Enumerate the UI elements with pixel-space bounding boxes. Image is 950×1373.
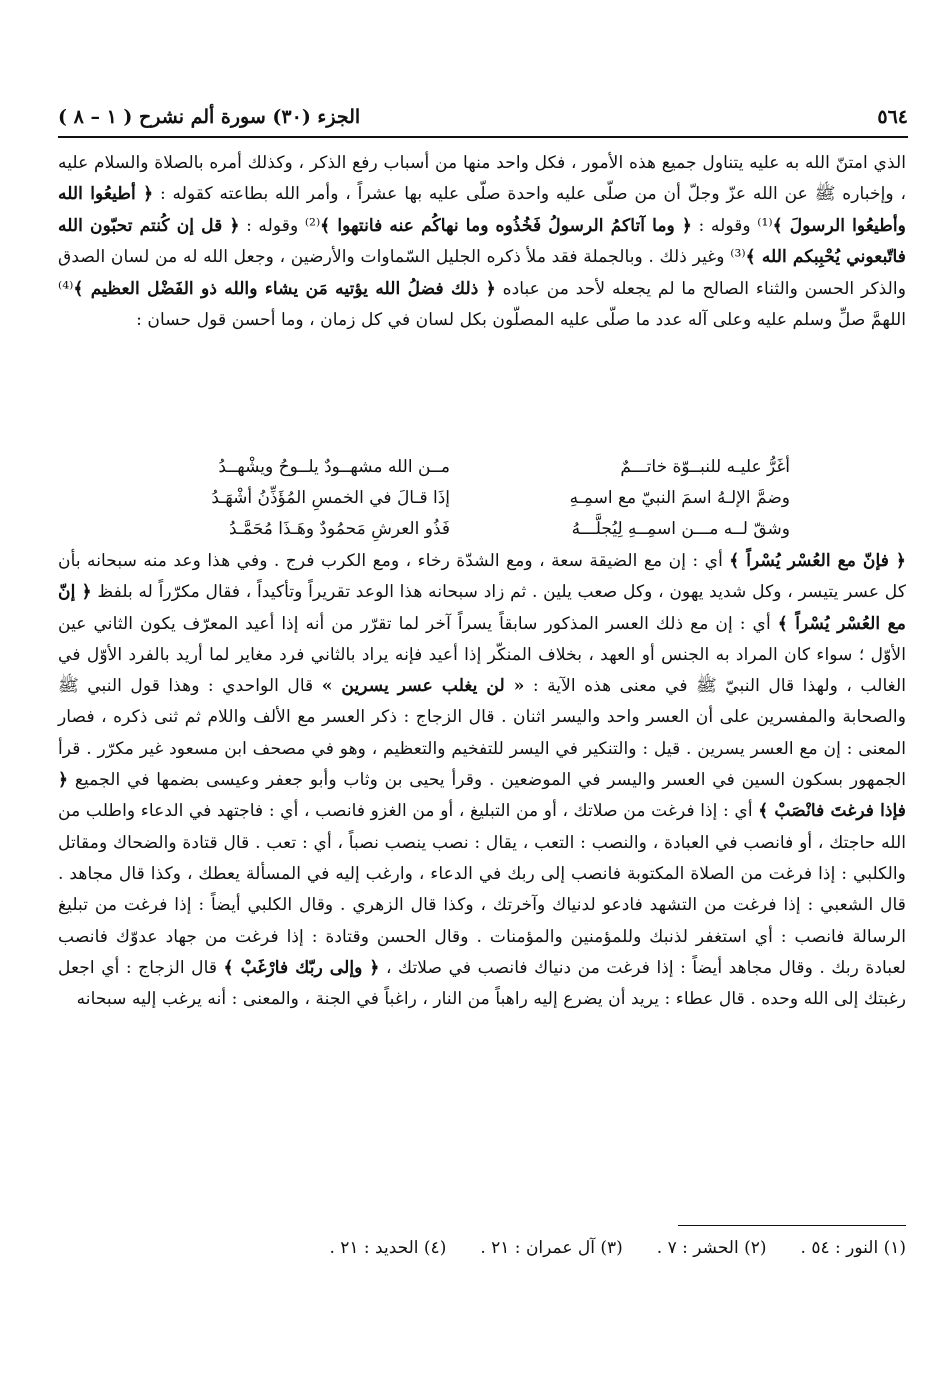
text-run: ⁽¹⁾ وقوله : [691,215,773,236]
quran-quote: ﴿ إنّ مع العُسْر يُسْراً ﴾ [58,582,907,634]
text-run: ⁽³⁾ وغير ذلك . وبالجملة فقد ملأ ذكره الجليل السّماوات والأرضين ، وجعل الله له من لسان الصدق والذكر الحسن والثناء الصالح ما لم يجعله لأحد من عباده [58,247,906,299]
main-text-bottom [58,546,906,1015]
quran-quote: ﴿ قل إن كُنتم تحبّون الله فاتّبعوني يُحْبِبكم الله ﴾ [58,215,906,268]
quran-quote: « لن يغلب عسر يسرين » [321,676,525,697]
footnote-item: (١) النور : ٥٤ . [800,1238,906,1258]
quran-quote: ﴿ وما آتاكمُ الرسولُ فَخُذُوه وما نهاكُم عنه فانتهوا ﴾ [320,215,692,236]
text-run: أي : إن مع ذلك العسر المذكور سابقاً يسراً آخر لما تقرّر من أنه إذا أعيد المعرّف يكون الثاني عين الأوّل ؛ سواء كان المراد به الجنس أو العهد ، بخلاف المنكّر إذا أعيد فإنه يراد بالثاني فرد مغاير لما أريد بالفرد الأوّل في الغالب ، ولهذا قال النبيّ ﷺ في معنى هذه الآية : [58,613,906,697]
poem-verse [150,452,790,483]
footnote-item: (٣) آل عمران : ٢١ . [480,1238,623,1258]
quran-quote: ﴿ فإذا فرغتَ فانْصَبْ ﴾ [58,770,906,822]
quran-quote: ﴿ وإلى ربّك فارْغَبْ ﴾ [223,957,380,978]
footnote-item: (٤) الحديد : ٢١ . [329,1238,447,1258]
poem-verse [150,483,790,514]
quran-quote: ﴿ ذلك فضلُ الله يؤتيه مَن يشاء والله ذو الفَضْل العظيم ﴾ [73,278,496,299]
running-title: الجزء (٣٠) سورة ألم نشرح ( ١ – ٨ ) [58,106,361,128]
poem-verse [150,514,790,545]
paragraph-1 [58,148,906,336]
text-run: ⁽²⁾ وقوله : [239,215,321,236]
poem-block [150,452,790,545]
verse-first-hemistich: أغَرُّ عليـه للنبــوّة خاتـــمٌ [620,457,790,477]
quran-quote: ﴿ أطيعُوا الله وأطيعُوا الرسولَ ﴾ [58,184,906,236]
text-run: الذي امتنّ الله به عليه يتناول جميع هذه الأمور ، فكل واحد منها من أسباب رفع الذكر ، وكذلك أمره بالصلاة والسلام عليه ، وإخباره ﷺ عن الله عزّ وجلّ أن من صلّى عليه واحدة صلّى عليه بها عشراً ، وأمر الله بطاعته كقوله : [58,153,906,205]
verse-second-hemistich: فَذُو العرشِ مَحمُودٌ وهَـذَا مُحَمَّـدُ [229,519,450,539]
footnote-item: (٢) الحشر : ٧ . [656,1238,767,1258]
page-number: ٥٦٤ [877,106,908,128]
verse-second-hemistich: إذَا قـالَ في الخمسِ المُؤَذِّنُ أشْهَـدُ [211,488,450,508]
footnote-divider [678,1225,906,1226]
text-run: ⁽⁴⁾ اللهمَّ صلِّ وسلم عليه وعلى آله عدد ما صلّى عليه المصلّون بكل لسان في كل زمان ، وما أحسن قول حسان : [58,278,906,331]
header-divider [58,136,908,138]
text-run: أي : إن مع الضيقة سعة ، ومع الشدّة رخاء ، ومع الكرب فرج . وفي هذا وعد منه سبحانه بأن كل عسر يتيسر ، وكل شديد يهون ، وكل صعب يلين . ثم زاد سبحانه هذا الوعد تقريراً وتأكيداً ، فقال مكرّراً له بلفظ [58,551,907,603]
text-run: قال الزجاج : أي اجعل رغبتك إلى الله وحده . قال عطاء : يريد أن يضرع إليه راهباً من النار ، راغباً في الجنة ، والمعنى : أنه يرغب إليه سبحانه [58,957,906,1010]
text-run: قال الواحدي : وهذا قول النبي ﷺ والصحابة والمفسرين على أن العسر واحد واليسر اثنان . قال الزجاج : ذكر العسر مع الألف واللام ثم ثنى ذكره ، فصار المعنى : إن مع العسر يسرين . قيل : والتنكير في اليسر للتفخيم والتعظيم ، وهو في مصحف ابن مسعود غير مكرّر . قرأ الجمهور بسكون السين في العسر واليسر في الموضعين . وقرأ يحيى بن وثاب وأبو جعفر وعيسى بضمها في الجميع [58,676,906,791]
footnotes [58,1238,906,1274]
paragraph-2 [58,546,906,1015]
page-header [58,100,908,134]
verse-second-hemistich: مــن الله مشهــودٌ يلــوحُ ويشْهــدُ [218,457,450,477]
main-text-top [58,148,906,336]
text-run: أي : إذا فرغت من صلاتك ، أو من التبليغ ، أو من الغزو فانصب ، أي : فاجتهد في الدعاء واطلب من الله حاجتك ، أو فانصب في العبادة ، والنصب : التعب ، يقال : نصب ينصب نصباً ، أي : تعب . قال قتادة والضحاك ومقاتل والكلبي : إذا فرغت من الصلاة المكتوبة فانصب إلى ربك في الدعاء ، وارغب إليه في المسألة يعطك ، وكذا قال مجاهد . قال الشعبي : إذا فرغت من التشهد فادعو لدنياك وآخرتك ، وكذا قال الزهري . وقال الكلبي أيضاً : إذا فرغت من تبليغ الرسالة فانصب : أي استغفر لذنبك وللمؤمنين والمؤمنات . وقال الحسن وقتادة : إذا فرغت من جهاد عدوّك فانصب لعبادة ربك . وقال مجاهد أيضاً : إذا فرغت من دنياك فانصب في صلاتك ، [58,801,907,978]
verse-first-hemistich: وضمَّ الإلـهُ اسمَ النبيّ مع اسمِـهِ [569,488,790,508]
verse-first-hemistich: وشقّ لــه مـــن اسمِــهِ لِيُجلَّـــهُ [571,519,790,539]
quran-quote: ﴿ فإنّ مع العُسْر يُسْراً ﴾ [729,551,907,571]
